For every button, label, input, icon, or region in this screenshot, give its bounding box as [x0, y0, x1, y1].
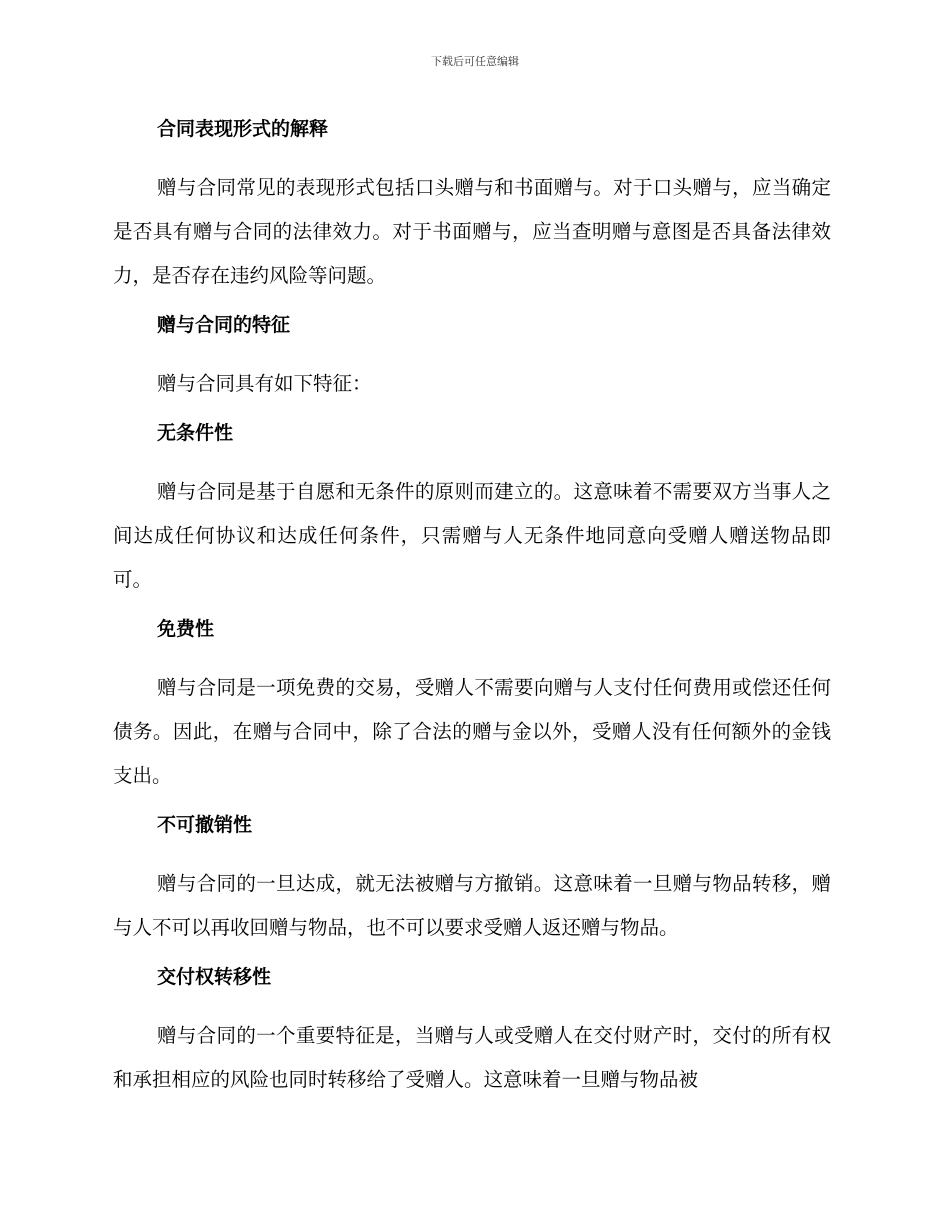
paragraph-features-intro: 赠与合同具有如下特征：	[157, 372, 372, 395]
section-heading-free-of-charge: 免费性	[157, 618, 215, 640]
section-heading-contract-forms: 合同表现形式的解释	[157, 118, 329, 140]
document-body	[113, 112, 831, 1112]
paragraph-unconditional: 赠与合同是基于自愿和无条件的原则而建立的。这意味着不需要双方当事人之间达成任何协议和达成任何条件，只需赠与人无条件地同意向受赠人赠送物品即可。	[113, 480, 831, 591]
section-heading-unconditional: 无条件性	[157, 422, 234, 444]
paragraph-free-of-charge: 赠与合同是一项免费的交易，受赠人不需要向赠与人支付任何费用或偿还任何债务。因此，在赠与合同中，除了合法的赠与金以外，受赠人没有任何额外的金钱支出。	[113, 676, 831, 787]
paragraph-contract-forms: 赠与合同常见的表现形式包括口头赠与和书面赠与。对于口头赠与，应当确定是否具有赠与合同的法律效力。对于书面赠与，应当查明赠与意图是否具备法律效力，是否存在违约风险等问题。	[113, 176, 831, 287]
paragraph-transfer-of-delivery: 赠与合同的一个重要特征是，当赠与人或受赠人在交付财产时，交付的所有权和承担相应的风险也同时转移给了受赠人。这意味着一旦赠与物品被	[113, 1024, 831, 1091]
page-header: 下载后可任意编辑	[431, 55, 519, 68]
section-heading-transfer-of-delivery: 交付权转移性	[157, 966, 272, 988]
section-heading-features: 赠与合同的特征	[157, 314, 291, 336]
paragraph-irrevocable: 赠与合同的一旦达成，就无法被赠与方撤销。这意味着一旦赠与物品转移，赠与人不可以再收回赠与物品，也不可以要求受赠人返还赠与物品。	[113, 872, 831, 939]
section-heading-irrevocable: 不可撤销性	[157, 814, 253, 836]
